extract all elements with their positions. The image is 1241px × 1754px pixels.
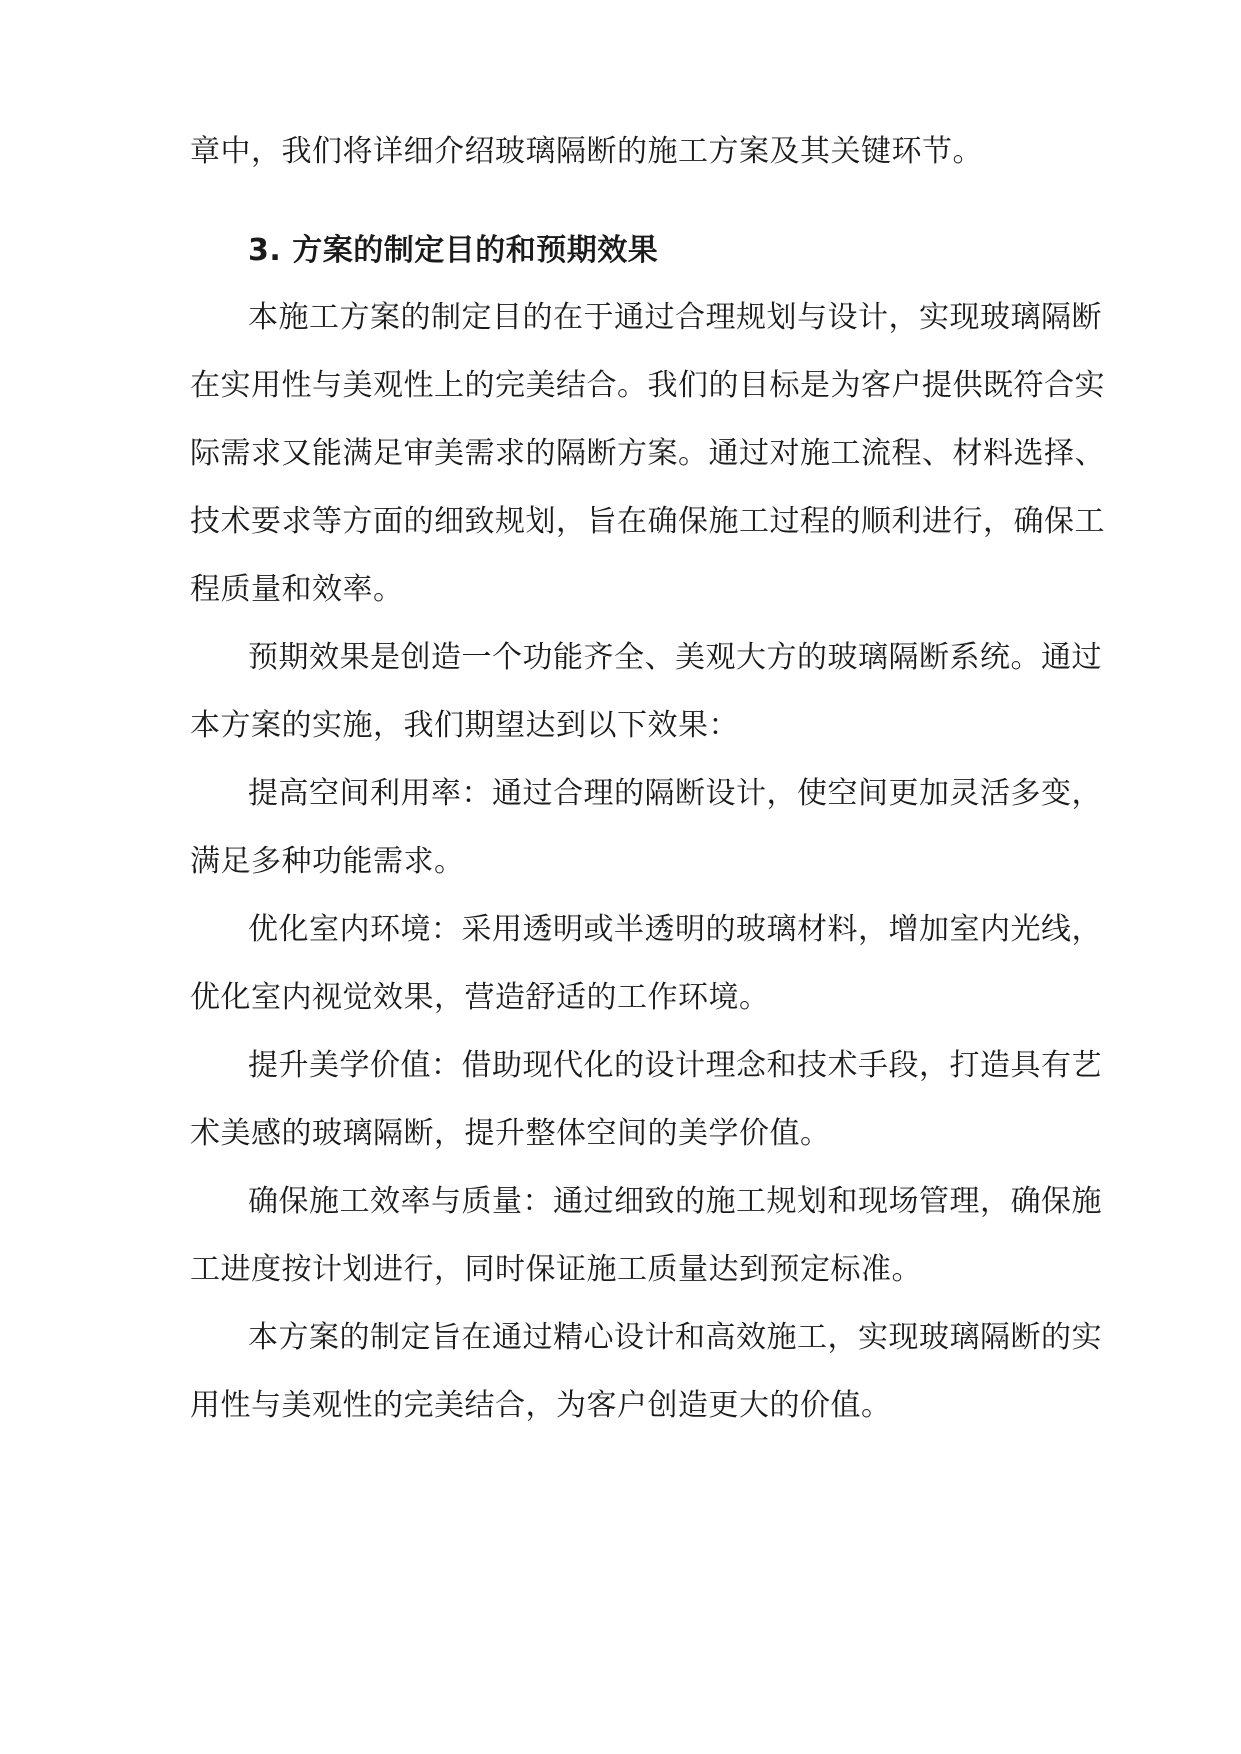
paragraph-line: 本方案的实施，我们期望达到以下效果：	[190, 708, 739, 743]
paragraph-line: 用性与美观性的完美结合，为客户创造更大的价值。	[190, 1388, 892, 1423]
paragraph-line: 际需求又能满足审美需求的隔断方案。通过对施工流程、材料选择、	[190, 436, 1105, 471]
paragraph-line: 术美感的玻璃隔断，提升整体空间的美学价值。	[190, 1116, 831, 1151]
paragraph-line: 提升美学价值：借助现代化的设计理念和技术手段，打造具有艺	[248, 1048, 1102, 1083]
paragraph-line: 技术要求等方面的细致规划，旨在确保施工过程的顺利进行，确保工	[190, 504, 1105, 539]
paragraph-line: 预期效果是创造一个功能齐全、美观大方的玻璃隔断系统。通过	[248, 640, 1102, 675]
paragraph-line: 提高空间利用率：通过合理的隔断设计，使空间更加灵活多变，	[248, 776, 1102, 811]
section-heading: 3. 方案的制定目的和预期效果	[248, 233, 659, 268]
paragraph-line: 确保施工效率与质量：通过细致的施工规划和现场管理，确保施	[248, 1184, 1102, 1219]
paragraph-line: 优化室内环境：采用透明或半透明的玻璃材料，增加室内光线，	[248, 912, 1102, 947]
paragraph-line: 程质量和效率。	[190, 572, 404, 607]
paragraph-line: 满足多种功能需求。	[190, 844, 465, 879]
paragraph-line: 工进度按计划进行，同时保证施工质量达到预定标准。	[190, 1252, 922, 1287]
paragraph-line: 在实用性与美观性上的完美结合。我们的目标是为客户提供既符合实	[190, 368, 1105, 403]
intro-tail-line: 章中，我们将详细介绍玻璃隔断的施工方案及其关键环节。	[190, 134, 983, 169]
paragraph-line: 本施工方案的制定目的在于通过合理规划与设计，实现玻璃隔断	[248, 300, 1102, 335]
paragraph-line: 优化室内视觉效果，营造舒适的工作环境。	[190, 980, 770, 1015]
paragraph-line: 本方案的制定旨在通过精心设计和高效施工，实现玻璃隔断的实	[248, 1320, 1102, 1355]
